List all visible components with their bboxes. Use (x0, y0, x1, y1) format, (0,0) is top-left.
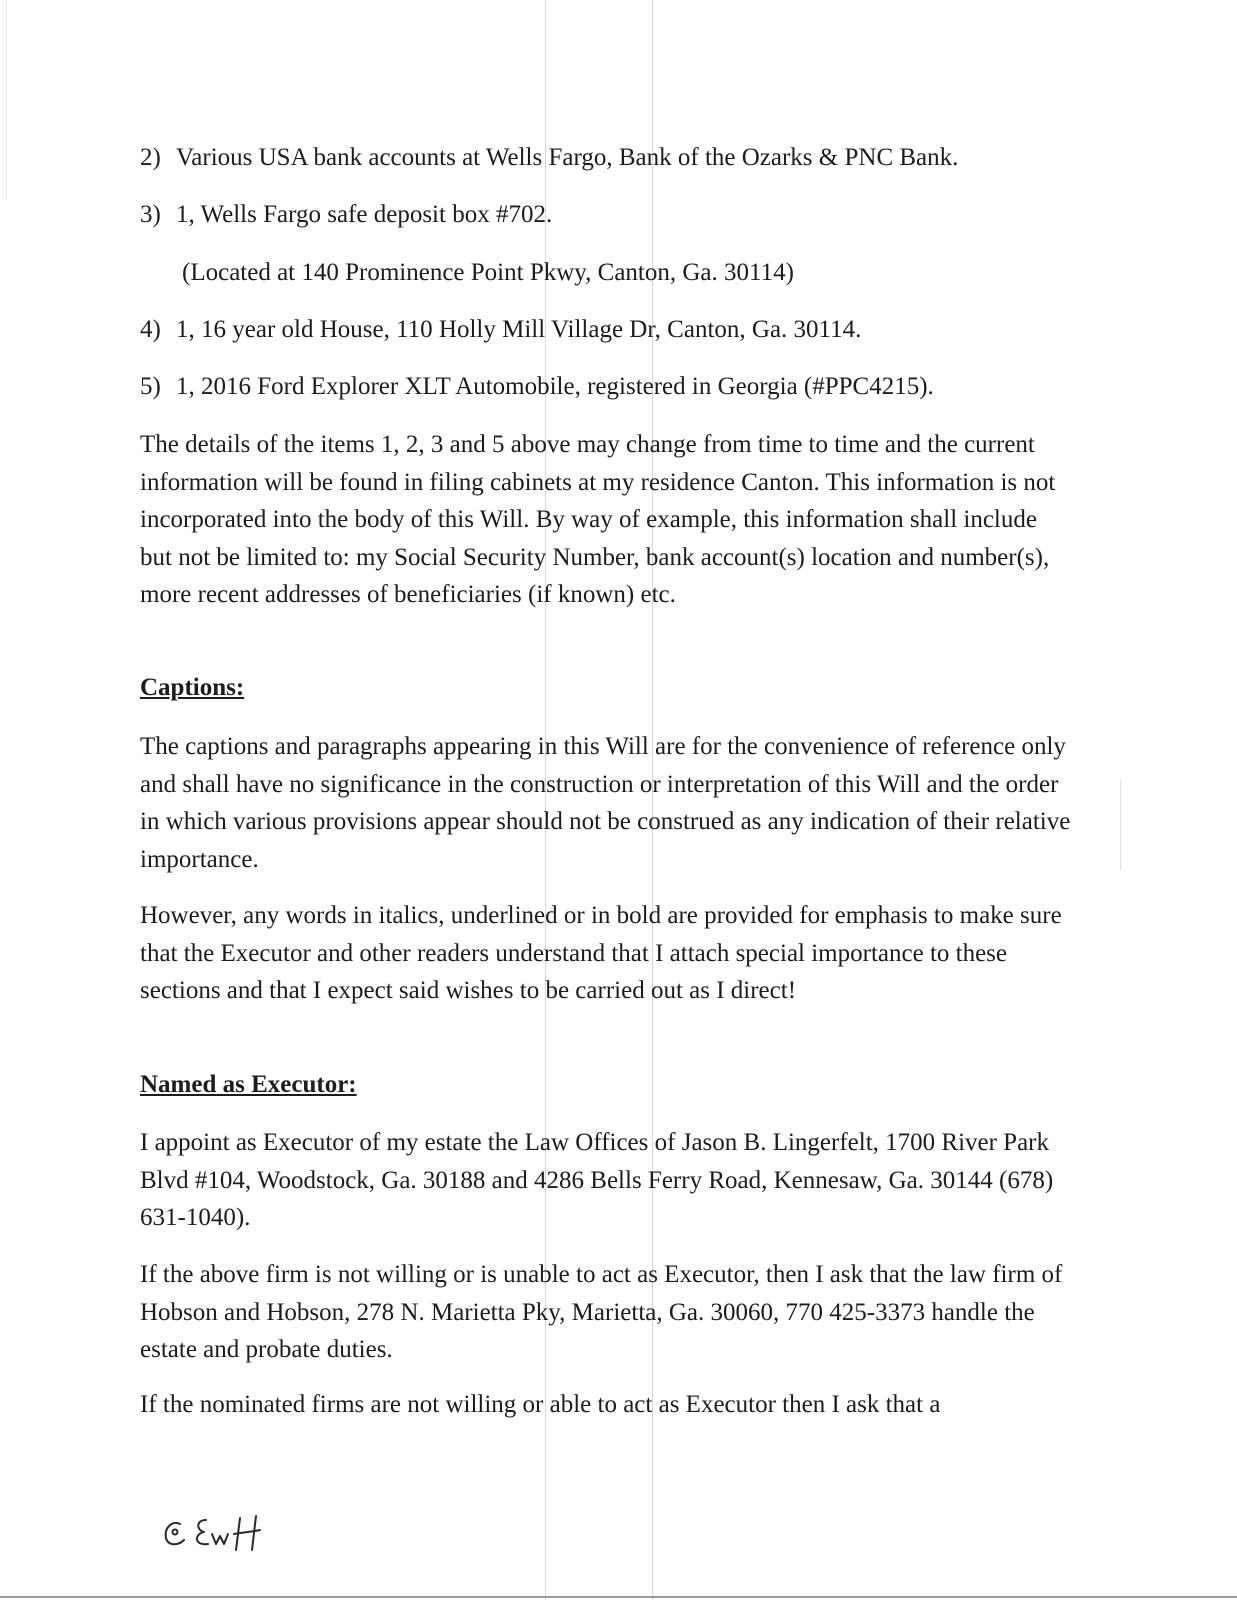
list-item-text: 1, Wells Fargo safe deposit box #702. (176, 201, 553, 228)
executor-heading: Named as Executor: (140, 1071, 357, 1098)
page-bottom-edge (0, 1596, 1237, 1598)
list-item-number: 5) (140, 373, 161, 400)
list-item-text: 1, 16 year old House, 110 Holly Mill Village Dr, Canton, Ga. 30114. (176, 316, 862, 343)
executor-appointment-paragraph: I appoint as Executor of my estate the Law Offices of Jason B. Lingerfelt, 1700 River Park Blvd #104, Woodstock, Ga. 30188 and 4286 Bells Ferry Road, Kennesaw, Ga. 30144 (678) 631-1040). (140, 1129, 1054, 1231)
list-item (140, 200, 552, 230)
list-item (140, 372, 934, 402)
scan-fold-line (6, 0, 7, 200)
details-paragraph: The details of the items 1, 2, 3 and 5 above may change from time to time and the current information will be found in filing cabinets at my residence Canton. This information is not incorporated into the body of this Will. By way of example, this information shall include but not be limited to: my Social Security Number, bank account(s) location and number(s), more recent addresses of beneficiaries (if known) etc. (140, 431, 1056, 608)
list-item-number: 3) (140, 201, 161, 228)
list-item-number: 4) (140, 316, 161, 343)
captions-heading: Captions: (140, 674, 245, 701)
scan-fold-line (1120, 780, 1121, 870)
list-item-text: (Located at 140 Prominence Point Pkwy, Canton, Ga. 30114) (182, 259, 794, 286)
list-item-text: 1, 2016 Ford Explorer XLT Automobile, registered in Georgia (#PPC4215). (176, 373, 934, 400)
fallback-executor-paragraph: If the nominated firms are not willing or able to act as Executor then I ask that a (140, 1391, 941, 1418)
list-item-text: Various USA bank accounts at Wells Fargo, Bank of the Ozarks & PNC Bank. (176, 144, 959, 171)
list-item-number: 2) (140, 144, 161, 171)
list-item (140, 315, 861, 345)
captions-paragraph: The captions and paragraphs appearing in this Will are for the convenience of reference only and shall have no significance in the construction or interpretation of this Will and the order in which various provisions appear should not be construed as any indication of their relative importance. (140, 733, 1071, 873)
list-item-continuation (182, 258, 794, 288)
emphasis-paragraph: However, any words in italics, underlined or in bold are provided for emphasis to make sure that the Executor and other readers understand that I attach special importance to these sections and that I expect said wishes to be carried out as I direct! (140, 902, 1062, 1004)
alternate-executor-paragraph: If the above firm is not willing or is unable to act as Executor, then I ask that the law firm of Hobson and Hobson, 278 N. Marietta Pky, Marietta, Ga. 30060, 770 425-3373 handle the estate and probate duties. (140, 1261, 1063, 1363)
list-item (140, 143, 958, 173)
handwritten-initials (160, 1510, 280, 1560)
